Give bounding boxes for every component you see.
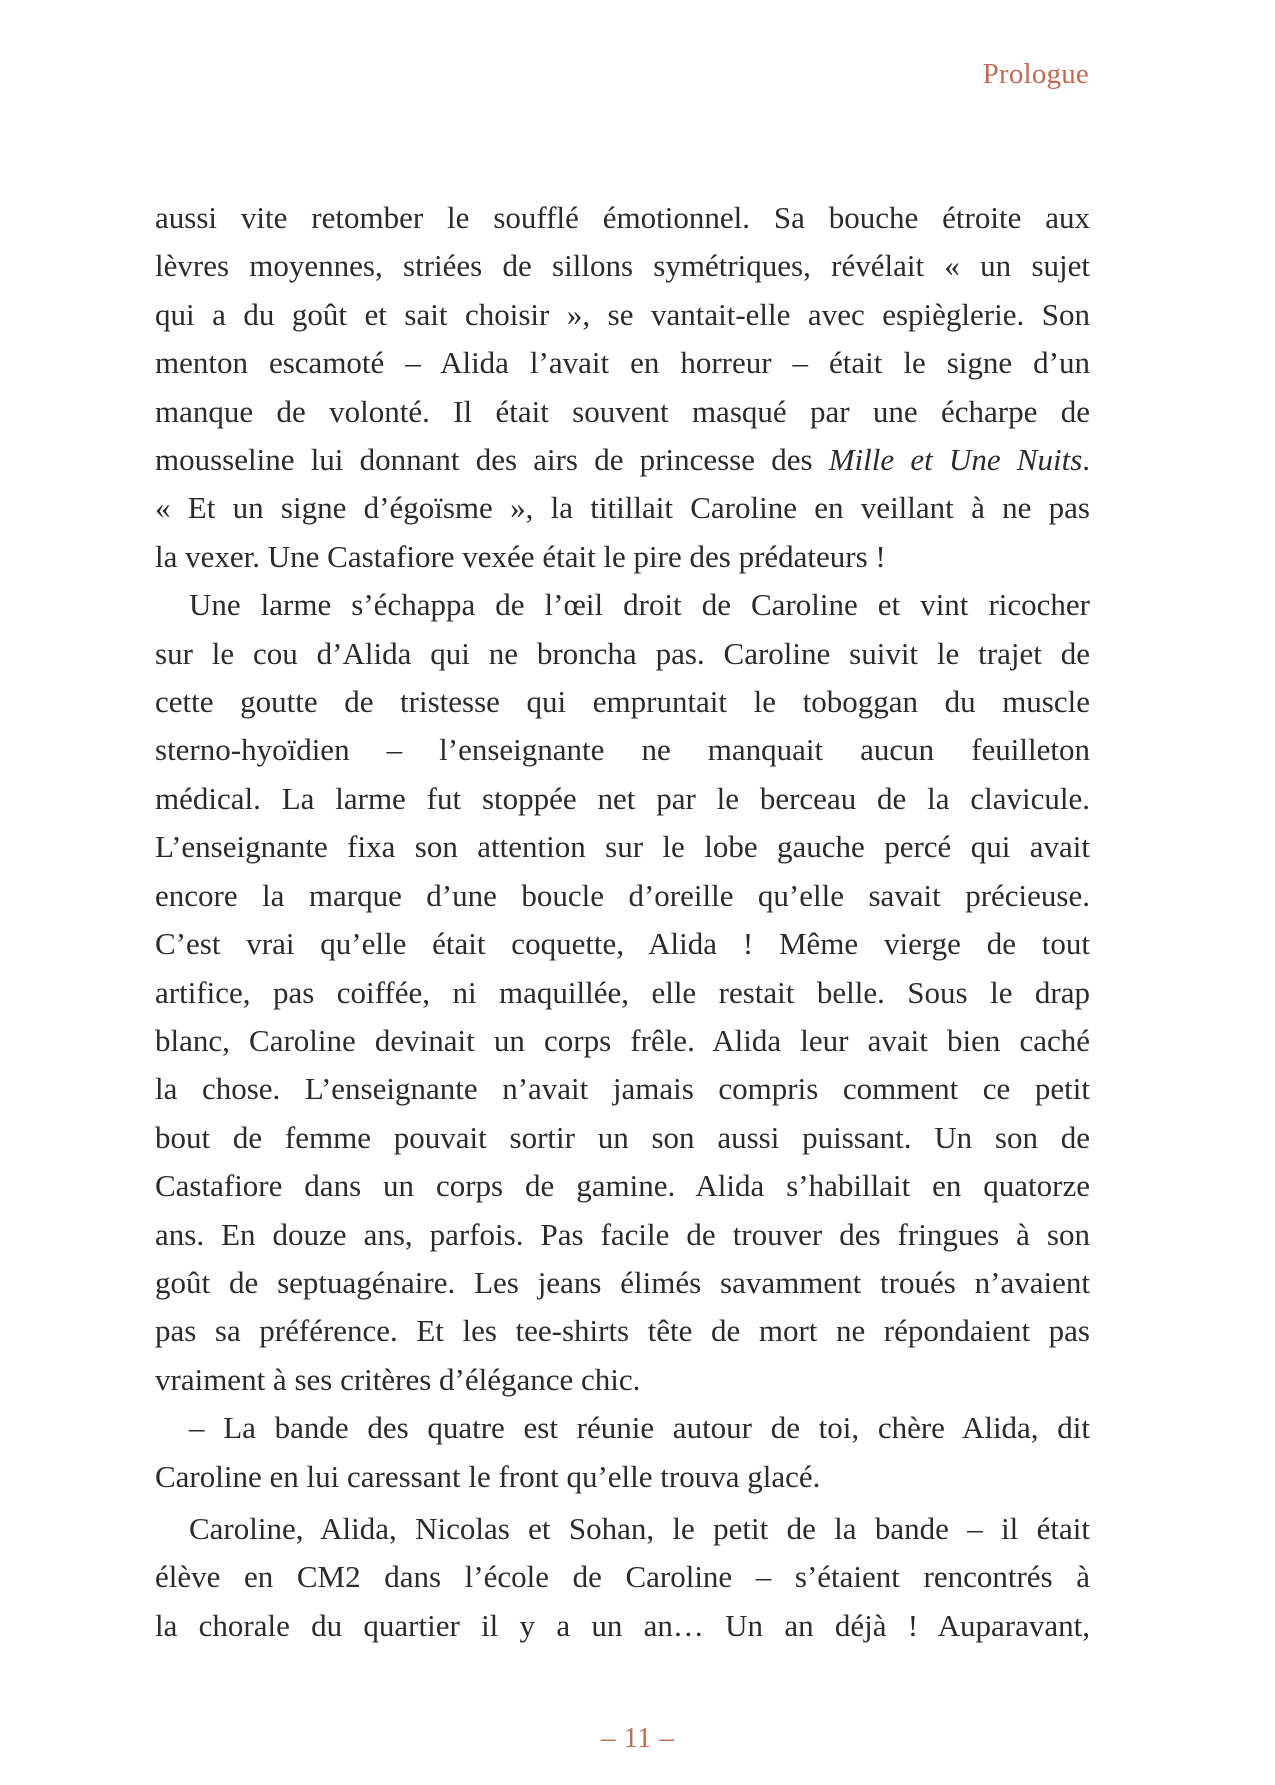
text-line: bout de femme pouvait sortir un son aussi puissant. Un son de <box>155 1119 1090 1155</box>
text-line: la chose. L’enseignante n’avait jamais compris comment ce petit <box>155 1071 1090 1107</box>
text-segment: . <box>1082 442 1091 478</box>
text-line: Une larme s’échappa de l’œil droit de Caroline et vint ricocher <box>189 587 1090 623</box>
page-number <box>0 1722 1275 1755</box>
text-line: sterno-hyoïdien – l’enseignante ne manquait aucun feuilleton <box>155 732 1090 768</box>
text-line: Caroline, Alida, Nicolas et Sohan, le petit de la bande – il était <box>189 1510 1090 1546</box>
text-line: cette goutte de tristesse qui empruntait le toboggan du muscle <box>155 684 1090 720</box>
paragraph-4 <box>155 1505 1090 1650</box>
page-number-dash-right: – <box>659 1722 674 1754</box>
text-line: – La bande des quatre est réunie autour de toi, chère Alida, dit <box>189 1410 1090 1446</box>
text-line: élève en CM2 dans l’école de Caroline – s’étaient rencontrés à <box>155 1559 1090 1595</box>
text-line: la chorale du quartier il y a un an… Un an déjà ! Auparavant, <box>155 1607 1090 1643</box>
text-line: lèvres moyennes, striées de sillons symétriques, révélait « un sujet <box>155 248 1090 284</box>
page-number-value: 11 <box>623 1722 652 1754</box>
text-line: vraiment à ses critères d’élégance chic. <box>155 1361 641 1397</box>
page-number-dash-left: – <box>601 1722 616 1754</box>
running-header-title: Prologue <box>982 58 1089 90</box>
page-body <box>155 194 1090 1650</box>
text-line: manque de volonté. Il était souvent masqué par une écharpe de <box>155 393 1090 429</box>
text-line: « Et un signe d’égoïsme », la titillait Caroline en veillant à ne pas <box>155 490 1090 526</box>
text-line: aussi vite retomber le soufflé émotionnel. Sa bouche étroite aux <box>155 200 1090 235</box>
paragraph-3-dialogue <box>155 1404 1090 1501</box>
paragraph-2 <box>155 581 1090 1404</box>
text-line: Castafiore dans un corps de gamine. Alida s’habillait en quatorze <box>155 1168 1090 1204</box>
text-line: sur le cou d’Alida qui ne broncha pas. Caroline suivit le trajet de <box>155 635 1090 671</box>
text-line: qui a du goût et sait choisir », se vantait-elle avec espièglerie. Son <box>155 296 1090 332</box>
text-line: C’est vrai qu’elle était coquette, Alida ! Même vierge de tout <box>155 926 1090 962</box>
text-line: ans. En douze ans, parfois. Pas facile de trouver des fringues à son <box>155 1216 1090 1252</box>
paragraph-1 <box>155 194 1090 581</box>
text-segment: mousseline lui donnant des airs de princesse des <box>155 442 829 478</box>
text-line: encore la marque d’une boucle d’oreille qu’elle savait précieuse. <box>155 877 1090 913</box>
text-line: la vexer. Une Castafiore vexée était le pire des prédateurs ! <box>155 538 886 574</box>
text-line: blanc, Caroline devinait un corps frêle. Alida leur avait bien caché <box>155 1022 1090 1058</box>
text-line: goût de septuagénaire. Les jeans élimés savamment troués n’avaient <box>155 1264 1090 1300</box>
text-line: Caroline en lui caressant le front qu’elle trouva glacé. <box>155 1458 821 1494</box>
text-line: menton escamoté – Alida l’avait en horreur – était le signe d’un <box>155 345 1090 381</box>
italic-title: Mille et Une Nuits <box>828 442 1083 478</box>
text-line: L’enseignante fixa son attention sur le lobe gauche percé qui avait <box>155 829 1090 865</box>
text-line: artifice, pas coiffée, ni maquillée, elle restait belle. Sous le drap <box>155 974 1090 1010</box>
text-line: pas sa préférence. Et les tee-shirts tête de mort ne répondaient pas <box>155 1313 1090 1349</box>
text-line-with-italic <box>155 436 1090 484</box>
text-line: médical. La larme fut stoppée net par le berceau de la clavicule. <box>155 780 1090 816</box>
